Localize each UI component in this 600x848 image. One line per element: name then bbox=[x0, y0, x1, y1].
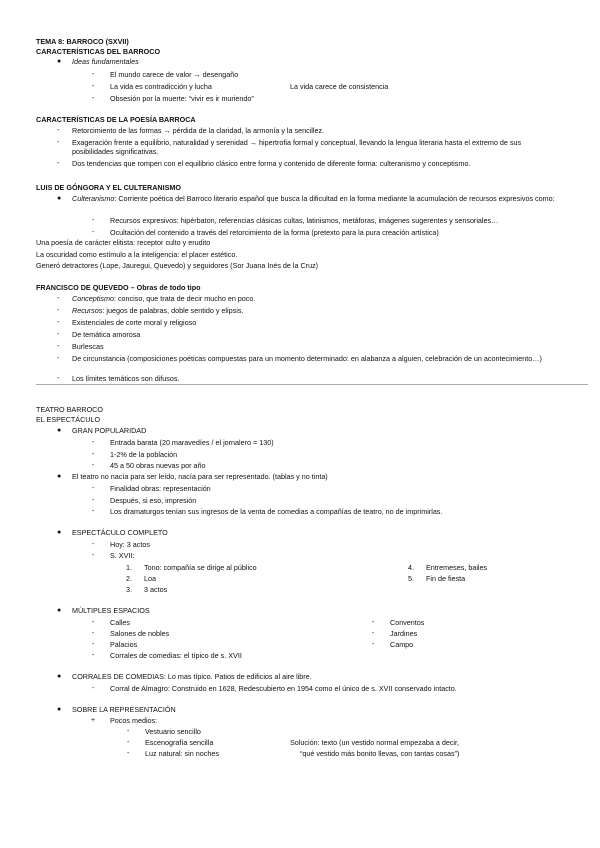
dash-icon: - bbox=[92, 95, 95, 102]
dash-icon: - bbox=[92, 641, 95, 648]
caracteristicas-heading: CARACTERÍSTICAS DEL BARROCO bbox=[36, 47, 161, 56]
poesia-heading: CARACTERÍSTICAS DE LA POESÍA BARROCA bbox=[36, 115, 196, 124]
list-item: Existenciales de corte moral y religioso bbox=[72, 318, 197, 327]
section-divider bbox=[36, 384, 588, 385]
bullet-icon: ● bbox=[57, 58, 62, 65]
dash-icon: - bbox=[127, 750, 130, 757]
dash-icon: - bbox=[372, 641, 375, 648]
list-item: Recursos expresivos: hipérbaton, referencias clásicas cultas, latinismos, metáforas, imágenes sugerentes y sensoriales… bbox=[110, 216, 499, 225]
number-marker: 2. bbox=[126, 574, 132, 583]
list-item: El mundo carece de valor → desengaño bbox=[110, 70, 239, 79]
bullet-icon: ● bbox=[57, 607, 62, 614]
text-line: La oscuridad como estímulo a la inteligencia: el placer estético. bbox=[36, 250, 238, 259]
dash-icon: - bbox=[92, 497, 95, 504]
dash-icon: - bbox=[372, 630, 375, 637]
gongora-heading: LUIS DE GÓNGORA Y EL CULTERANISMO bbox=[36, 183, 181, 192]
dash-icon: - bbox=[92, 685, 95, 692]
espacios-heading: MÚLTIPLES ESPACIOS bbox=[72, 606, 150, 615]
list-item: Exageración frente a equilibrio, naturalidad y serenidad → hipertrofia formal y conceptual, llevando la lengua literaria hasta el extremo de sus posibilidades significativas. bbox=[72, 138, 522, 156]
side-note: La vida carece de consistencia bbox=[290, 82, 389, 91]
dash-icon: - bbox=[57, 160, 60, 167]
culteranismo-def: : Corriente poética del Barroco literario español que busca la dificultad en la forma mediante la acumulación de recursos expresivos como: bbox=[114, 194, 555, 203]
dash-icon: - bbox=[57, 331, 60, 338]
dash-icon: - bbox=[92, 552, 95, 559]
dash-icon: - bbox=[57, 375, 60, 382]
list-item: Obsesión por la muerte: “vivir es ir muriendo” bbox=[110, 94, 254, 103]
recursos-item bbox=[72, 306, 243, 315]
text-line: Una poesía de carácter elitista: receptor culto y erudito bbox=[36, 238, 211, 247]
solucion-quote: “qué vestido más bonito llevas, con tantas cosas”) bbox=[300, 749, 460, 758]
list-item: Dos tendencias que rompen con el equilibrio clásico entre forma y contenido de diferente forma: culteranismo y conceptismo. bbox=[72, 159, 471, 168]
list-item: Finalidad obras: representación bbox=[110, 484, 211, 493]
list-item: Retorcimiento de las formas → pérdida de la claridad, la armonía y la sencillez. bbox=[72, 126, 325, 135]
number-marker: 5. bbox=[408, 574, 414, 583]
list-item: Luz natural: sin noches bbox=[145, 749, 219, 758]
recursos-term: Recursos bbox=[72, 306, 103, 315]
numbered-item: Fin de fiesta bbox=[426, 574, 466, 583]
corrales-heading: CORRALES DE COMEDIAS: bbox=[72, 672, 166, 681]
conceptismo-def: : conciso, que trata de decir mucho en poco. bbox=[113, 294, 256, 303]
list-item: Los dramaturgos tenían sus ingresos de la venta de comedias a compañías de teatro, no de imprimirlas. bbox=[110, 507, 443, 516]
list-item: S. XVII: bbox=[110, 551, 135, 560]
culteranismo-definition bbox=[72, 194, 572, 203]
list-item: Jardines bbox=[390, 629, 418, 638]
bullet-icon: ● bbox=[57, 673, 62, 680]
representado-text: El teatro no nacía para ser leído, nacía para ser representado. (tablas y no tinta) bbox=[72, 472, 328, 481]
number-marker: 3. bbox=[126, 585, 132, 594]
dash-icon: - bbox=[92, 451, 95, 458]
numbered-item: Loa bbox=[144, 574, 156, 583]
bullet-icon: ● bbox=[57, 529, 62, 536]
list-item: Conventos bbox=[390, 618, 425, 627]
numbered-item: Tono: compañía se dirige al público bbox=[144, 563, 257, 572]
corrales-item bbox=[72, 672, 312, 681]
list-item: Los límites temáticos son difusos. bbox=[72, 374, 180, 383]
recursos-def: : juegos de palabras, doble sentido y elipsis. bbox=[102, 306, 244, 315]
numbered-item: 3 actos bbox=[144, 585, 168, 594]
corrales-text: Lo mas típico. Patios de edificios al aire libre. bbox=[165, 672, 312, 681]
pocos-medios: Pocos medios: bbox=[110, 716, 158, 725]
conceptismo-term: Conceptismo bbox=[72, 294, 114, 303]
dash-icon: - bbox=[57, 127, 60, 134]
dash-icon: - bbox=[127, 739, 130, 746]
dash-icon: - bbox=[92, 439, 95, 446]
list-item: Vestuario sencillo bbox=[145, 727, 201, 736]
dash-icon: - bbox=[92, 485, 95, 492]
list-item: Palacios bbox=[110, 640, 138, 649]
list-item: Corral de Almagro: Construido en 1628, Redescubierto en 1954 como el único de s. XVII conservado intacto. bbox=[110, 684, 457, 693]
list-item: Entrada barata (20 maravedíes / el jornalero = 130) bbox=[110, 438, 274, 447]
list-item: De temática amorosa bbox=[72, 330, 141, 339]
tema-title: TEMA 8: BARROCO (SXVII) bbox=[36, 37, 129, 46]
representacion-heading: SOBRE LA REPRESENTACIÓN bbox=[72, 705, 176, 714]
number-marker: 4. bbox=[408, 563, 414, 572]
dash-icon: - bbox=[57, 139, 60, 146]
dash-icon: - bbox=[92, 229, 95, 236]
dash-icon: - bbox=[57, 319, 60, 326]
dash-icon: - bbox=[57, 355, 60, 362]
dash-icon: - bbox=[92, 541, 95, 548]
list-item: Escenografía sencilla bbox=[145, 738, 214, 747]
dash-icon: - bbox=[92, 217, 95, 224]
list-item: Salones de nobles bbox=[110, 629, 170, 638]
list-item: Hoy: 3 actos bbox=[110, 540, 150, 549]
list-item: De circunstancia (composiciones poéticas compuestas para un momento determinado: en alabanza a alguien, celebración de un acontecimiento…) bbox=[72, 354, 542, 363]
text-line: Generó detractores (Lope, Jauregui, Quevedo) y seguidores (Sor Juana Inés de la Cruz) bbox=[36, 261, 319, 270]
list-item: Campo bbox=[390, 640, 414, 649]
numbered-item: Entremeses, bailes bbox=[426, 563, 488, 572]
list-item: Calles bbox=[110, 618, 130, 627]
dash-icon: - bbox=[57, 295, 60, 302]
teatro-subtitle: EL ESPECTÁCULO bbox=[36, 415, 101, 424]
dash-icon: - bbox=[372, 619, 375, 626]
list-item: Después, si eso, impresión bbox=[110, 496, 197, 505]
solucion-line: Solución: texto (un vestido normal empezaba a decir, bbox=[290, 738, 460, 747]
quevedo-heading: FRANCISCO DE QUEVEDO – Obras de todo tipo bbox=[36, 283, 201, 292]
plus-icon: + bbox=[91, 717, 96, 724]
conceptismo-item bbox=[72, 294, 255, 303]
culteranismo-term: Culteranismo bbox=[72, 194, 115, 203]
dash-icon: - bbox=[57, 343, 60, 350]
popularidad-heading: GRAN POPULARIDAD bbox=[72, 426, 147, 435]
dash-icon: - bbox=[92, 630, 95, 637]
dash-icon: - bbox=[92, 619, 95, 626]
number-marker: 1. bbox=[126, 563, 132, 572]
completo-heading: ESPECTÁCULO COMPLETO bbox=[72, 528, 168, 537]
dash-icon: - bbox=[127, 728, 130, 735]
list-item: Corrales de comedias: el típico de s. XVII bbox=[110, 651, 242, 660]
dash-icon: - bbox=[92, 71, 95, 78]
dash-icon: - bbox=[92, 462, 95, 469]
dash-icon: - bbox=[92, 508, 95, 515]
bullet-icon: ● bbox=[57, 706, 62, 713]
dash-icon: - bbox=[57, 307, 60, 314]
list-item: 1-2% de la población bbox=[110, 450, 178, 459]
ideas-label: Ideas fundamentales bbox=[72, 57, 139, 66]
dash-icon: - bbox=[92, 652, 95, 659]
teatro-title: TEATRO BARROCO bbox=[36, 405, 103, 414]
list-item: Ocultación del contenido a través del retorcimiento de la forma (pretexto para la pura creación artística) bbox=[110, 228, 439, 237]
dash-icon: - bbox=[92, 83, 95, 90]
list-item: 45 a 50 obras nuevas por año bbox=[110, 461, 206, 470]
bullet-icon: ● bbox=[57, 473, 62, 480]
bullet-icon: ● bbox=[57, 427, 62, 434]
list-item: La vida es contradicción y lucha bbox=[110, 82, 212, 91]
bullet-icon: ● bbox=[57, 195, 62, 202]
list-item: Burlescas bbox=[72, 342, 104, 351]
